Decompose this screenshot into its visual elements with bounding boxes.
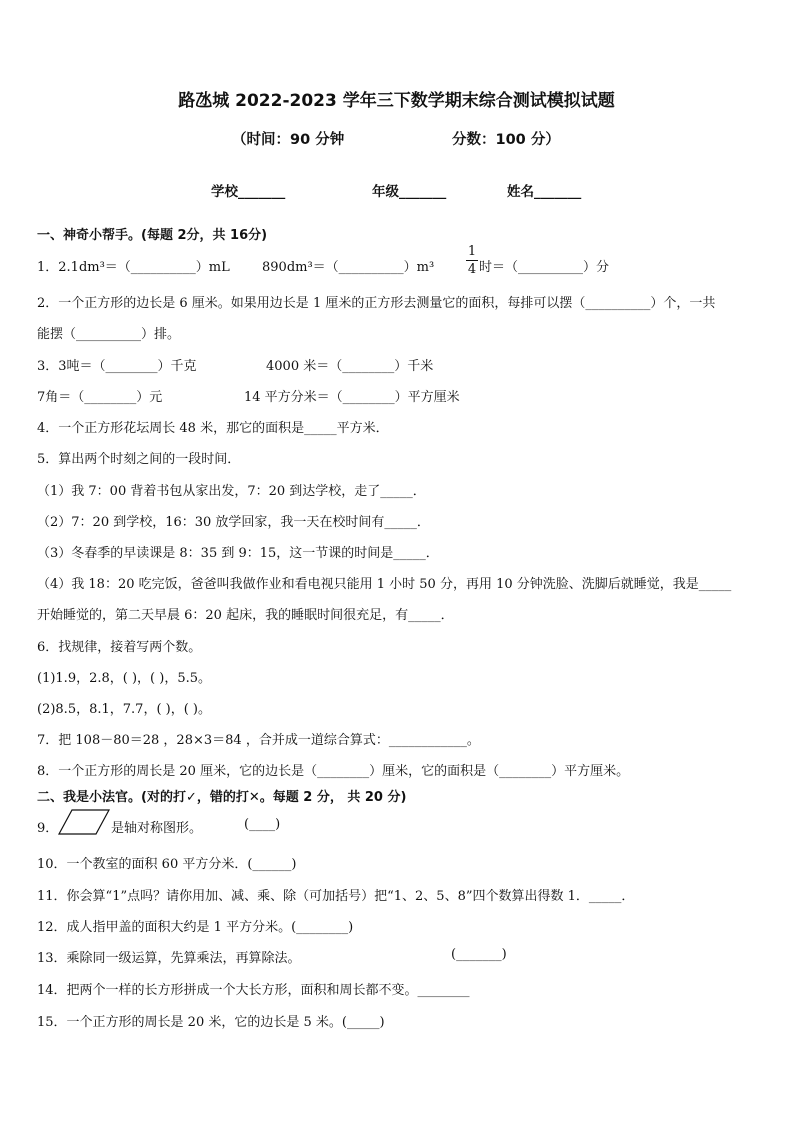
question-5: 5．算出两个时刻之间的一段时间． xyxy=(37,452,241,467)
question-1c: 时＝（__________）分 xyxy=(479,260,610,275)
grade-field: 年级_______ xyxy=(372,184,447,200)
question-5-1: （1）我 7：00 背着书包从家出发，7：20 到达学校，走了_____． xyxy=(37,484,426,499)
question-14: 14．把两个一样的长方形拼成一个大长方形，面积和周长都不变。________ xyxy=(37,983,470,998)
parallelogram-figure xyxy=(58,809,110,835)
question-4: 4．一个正方形花坛周长 48 米，那它的面积是_____平方米． xyxy=(37,421,389,436)
question-13-answer: (_______) xyxy=(451,947,507,962)
question-5-2: （2）7：20 到学校，16：30 放学回家，我一天在校时间有_____． xyxy=(37,515,430,530)
parallelogram-shape xyxy=(59,810,109,834)
question-5-4-line2: 开始睡觉的，第二天早晨 6：20 起床，我的睡眠时间很充足，有_____． xyxy=(37,608,454,623)
section-1-heading: 一、神奇小帮手。(每题 2分，共 16分) xyxy=(37,228,268,243)
name-field: 姓名_______ xyxy=(507,184,582,200)
question-2-line2: 能摆（__________）排。 xyxy=(37,327,181,342)
question-1b: 890dm³＝（__________）m³ xyxy=(262,260,435,275)
fraction-denominator: 4 xyxy=(467,262,477,277)
fraction-one-quarter xyxy=(466,244,478,277)
fraction-numerator: 1 xyxy=(467,244,477,259)
school-field: 学校_______ xyxy=(211,184,286,200)
question-15: 15．一个正方形的周长是 20 米，它的边长是 5 米。(_____) xyxy=(37,1015,385,1030)
question-9-answer: (____) xyxy=(244,817,281,832)
question-5-3: （3）冬春季的早读课是 8：35 到 9：15，这一节课的时间是_____． xyxy=(37,546,439,561)
question-3b: 4000 米＝（________）千米 xyxy=(266,359,434,374)
question-6-1: (1)1.9，2.8，( )，( )，5.5。 xyxy=(37,671,211,686)
question-11: 11．你会算“1”点吗？请你用加、减、乘、除（可加括号）把“1、2、5、8”四个数算出得数 1．_____． xyxy=(37,889,635,904)
exam-score: 分数：100 分） xyxy=(452,132,560,148)
question-9-number: 9． xyxy=(37,821,59,836)
question-5-4-line1: （4）我 18：20 吃完饭，爸爸叫我做作业和看电视只能用 1 小时 50 分，再用 10 分钟洗脸、洗脚后就睡觉，我是_____ xyxy=(37,577,732,592)
question-7: 7．把 108－80＝28 ，28×3＝84 ，合并成一道综合算式：____________。 xyxy=(37,733,480,748)
exam-time: （时间：90 分钟 xyxy=(232,132,345,148)
question-13: 13．乘除同一级运算，先算乘法，再算除法。 xyxy=(37,951,301,966)
question-1a: 1．2.1dm³＝（__________）mL xyxy=(37,260,230,275)
question-12: 12．成人指甲盖的面积大约是 1 平方分米。(________) xyxy=(37,920,354,935)
question-2-line1: 2．一个正方形的边长是 6 厘米。如果用边长是 1 厘米的正方形去测量它的面积，每排可以摆（__________）个，一共 xyxy=(37,296,716,311)
question-6-2: (2)8.5，8.1，7.7，( )，( )。 xyxy=(37,702,211,717)
exam-title: 路氹城 2022-2023 学年三下数学期末综合测试模拟试题 xyxy=(178,91,615,111)
question-3c: 7角＝（________）元 xyxy=(37,390,163,405)
question-8: 8．一个正方形的周长是 20 厘米，它的边长是（________）厘米，它的面积是（________）平方厘米。 xyxy=(37,764,630,779)
question-10: 10．一个教室的面积 60 平方分米．(______) xyxy=(37,857,297,872)
question-3a: 3．3吨＝（________）千克 xyxy=(37,359,197,374)
fraction-bar xyxy=(466,260,478,261)
section-2-heading: 二、我是小法官。(对的打✓，错的打✕。每题 2 分， 共 20 分) xyxy=(37,790,407,805)
question-6: 6．找规律，接着写两个数。 xyxy=(37,640,202,655)
question-9-text: 是轴对称图形。 xyxy=(111,821,203,836)
question-3d: 14 平方分米＝（________）平方厘米 xyxy=(244,390,460,405)
